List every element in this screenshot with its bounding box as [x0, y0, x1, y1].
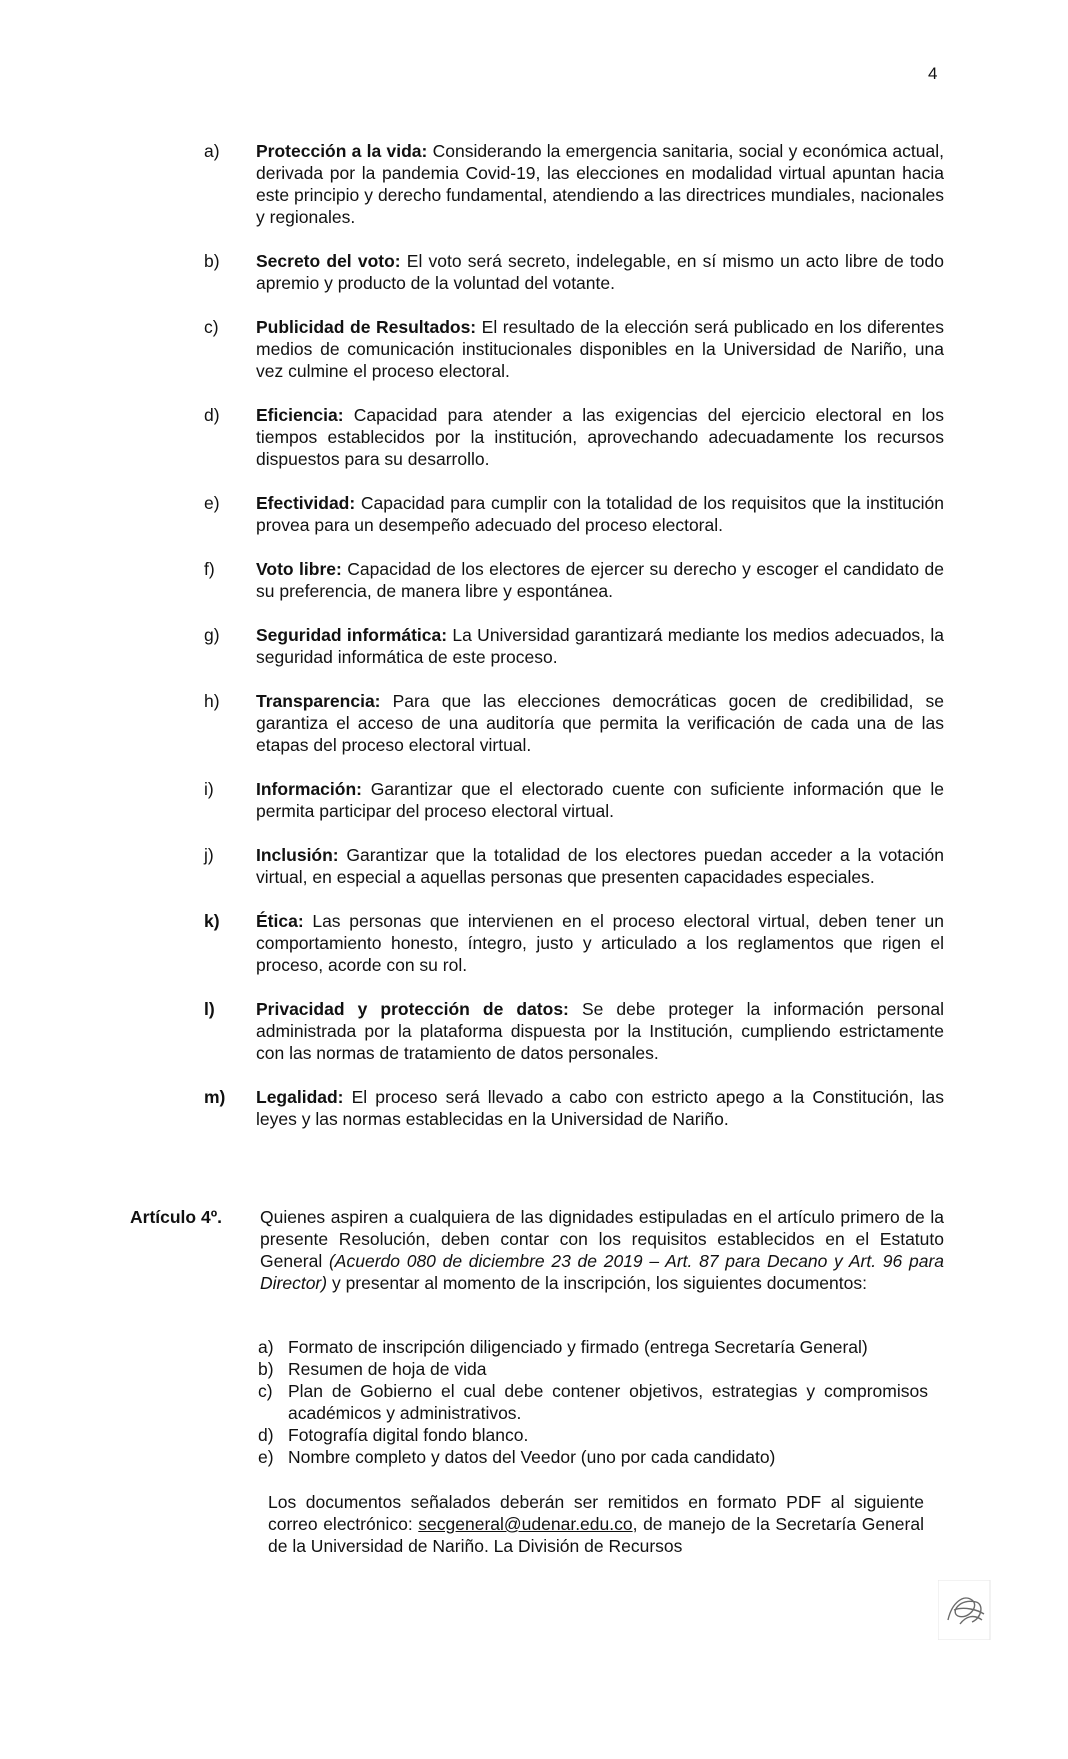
item-letter: k): [204, 911, 220, 931]
item-text: Las personas que intervienen en el proceso electoral virtual, deben tener un comportamiento honesto, íntegro, justo y articulado a los reglamentos que rigen el proceso, acorde con su rol.: [256, 911, 944, 975]
article-text-end: y presentar al momento de la inscripción, los siguientes documentos:: [327, 1273, 867, 1293]
item-letter: m): [204, 1087, 226, 1107]
doc-text: Nombre completo y datos del Veedor (uno por cada candidato): [288, 1447, 776, 1467]
doc-letter: d): [258, 1425, 274, 1445]
list-item: [258, 1358, 928, 1380]
list-item: [258, 1380, 928, 1424]
doc-text: Resumen de hoja de vida: [288, 1359, 487, 1379]
item-term: Voto libre:: [256, 559, 342, 579]
doc-text: Plan de Gobierno el cual debe contener objetivos, estrategias y compromisos académicos y administrativos.: [288, 1381, 928, 1423]
item-text: El resultado de la elección será publicado en los diferentes medios de comunicación institucionales disponibles en la Universidad de Nariño, una vez culmine el proceso electoral.: [256, 317, 944, 381]
item-text: Se debe proteger la información personal administrada por la plataforma dispuesta por la Institución, cumpliendo estrictamente con las normas de tratamiento de datos personales.: [256, 999, 944, 1063]
item-term: Eficiencia:: [256, 405, 344, 425]
item-letter: a): [204, 141, 220, 161]
item-term: Información:: [256, 779, 362, 799]
signature-icon: [938, 1580, 998, 1640]
list-item: [204, 910, 944, 976]
item-letter: e): [204, 493, 220, 513]
list-item: [204, 844, 944, 888]
item-letter: i): [204, 779, 214, 799]
doc-letter: e): [258, 1447, 274, 1467]
item-text: Para que las elecciones democráticas gocen de credibilidad, se garantiza el acceso de una auditoría que permita la verificación de cada una de las etapas del proceso electoral virtual.: [256, 691, 944, 755]
list-item: [204, 316, 944, 382]
item-text: La Universidad garantizará mediante los medios adecuados, la seguridad informática de este proceso.: [256, 625, 944, 667]
item-term: Seguridad informática:: [256, 625, 448, 645]
article-text-citation: (Acuerdo 080 de diciembre 23 de 2019 – Art. 87 para Decano y Art. 96 para Director): [260, 1251, 945, 1293]
list-item: [258, 1424, 928, 1446]
article-text: [260, 1206, 944, 1294]
item-term: Efectividad:: [256, 493, 356, 513]
principles-list: [204, 140, 944, 1152]
list-item: [258, 1446, 928, 1468]
list-item: [204, 778, 944, 822]
list-item: [204, 250, 944, 294]
doc-text: Formato de inscripción diligenciado y firmado (entrega Secretaría General): [288, 1337, 868, 1357]
item-text: Garantizar que la totalidad de los electores puedan acceder a la votación virtual, en especial a aquellas personas que presenten capacidades especiales.: [256, 845, 944, 887]
item-text: El proceso será llevado a cabo con estricto apego a la Constitución, las leyes y las normas establecidas en la Universidad de Nariño.: [256, 1087, 944, 1129]
closing-text-end: , de manejo de la Secretaría General de la Universidad de Nariño. La División de Recursos: [268, 1514, 924, 1556]
item-letter: f): [204, 559, 215, 579]
list-item: [204, 404, 944, 470]
documents-list: [258, 1336, 928, 1468]
item-letter: g): [204, 625, 220, 645]
item-text: Considerando la emergencia sanitaria, social y económica actual, derivada por la pandemia Covid-19, las elecciones en modalidad virtual apuntan hacia este principio y derecho fundamental, atendiendo a las directrices mundiales, nacionales y regionales.: [256, 141, 944, 227]
closing-paragraph: [268, 1491, 924, 1557]
list-item: [204, 140, 944, 228]
article-4: [130, 1206, 944, 1294]
item-letter: b): [204, 251, 220, 271]
item-text: Capacidad para atender a las exigencias del ejercicio electoral en los tiempos establecidos por la institución, aprovechando adecuadamente los recursos dispuestos para su desarrollo.: [256, 405, 944, 469]
item-text: Garantizar que el electorado cuente con suficiente información que le permita participar del proceso electoral virtual.: [256, 779, 944, 821]
page-number: 4: [928, 64, 938, 83]
item-text: Capacidad de los electores de ejercer su derecho y escoger el candidato de su preferencia, de manera libre y espontánea.: [256, 559, 944, 601]
doc-text: Fotografía digital fondo blanco.: [288, 1425, 529, 1445]
doc-letter: b): [258, 1359, 274, 1379]
list-item: [204, 1086, 944, 1130]
item-text: Capacidad para cumplir con la totalidad de los requisitos que la institución provea para un desempeño adecuado del proceso electoral.: [256, 493, 944, 535]
list-item: [258, 1336, 928, 1358]
item-term: Legalidad:: [256, 1087, 344, 1107]
item-term: Secreto del voto:: [256, 251, 401, 271]
item-term: Publicidad de Resultados:: [256, 317, 477, 337]
article-label: Artículo 4º.: [130, 1207, 222, 1227]
item-letter: d): [204, 405, 220, 425]
doc-letter: c): [258, 1381, 273, 1401]
doc-letter: a): [258, 1337, 274, 1357]
article-text-start: Quienes aspiren a cualquiera de las dignidades estipuladas en el artículo primero de la presente Resolución, deben contar con los requisitos establecidos en el Estatuto General: [260, 1207, 944, 1271]
item-term: Ética:: [256, 911, 304, 931]
list-item: [204, 690, 944, 756]
item-term: Privacidad y protección de datos:: [256, 999, 569, 1019]
item-text: El voto será secreto, indelegable, en sí mismo un acto libre de todo apremio y producto de la voluntad del votante.: [256, 251, 944, 293]
list-item: [204, 492, 944, 536]
item-term: Transparencia:: [256, 691, 381, 711]
item-letter: h): [204, 691, 220, 711]
list-item: [204, 998, 944, 1064]
list-item: [204, 624, 944, 668]
item-letter: j): [204, 845, 214, 865]
item-term: Protección a la vida:: [256, 141, 428, 161]
item-letter: l): [204, 999, 215, 1019]
closing-text-start: Los documentos señalados deberán ser remitidos en formato PDF al siguiente correo electrónico:: [268, 1492, 924, 1534]
item-term: Inclusión:: [256, 845, 339, 865]
item-letter: c): [204, 317, 219, 337]
list-item: [204, 558, 944, 602]
email-link[interactable]: secgeneral@udenar.edu.co: [418, 1514, 633, 1534]
